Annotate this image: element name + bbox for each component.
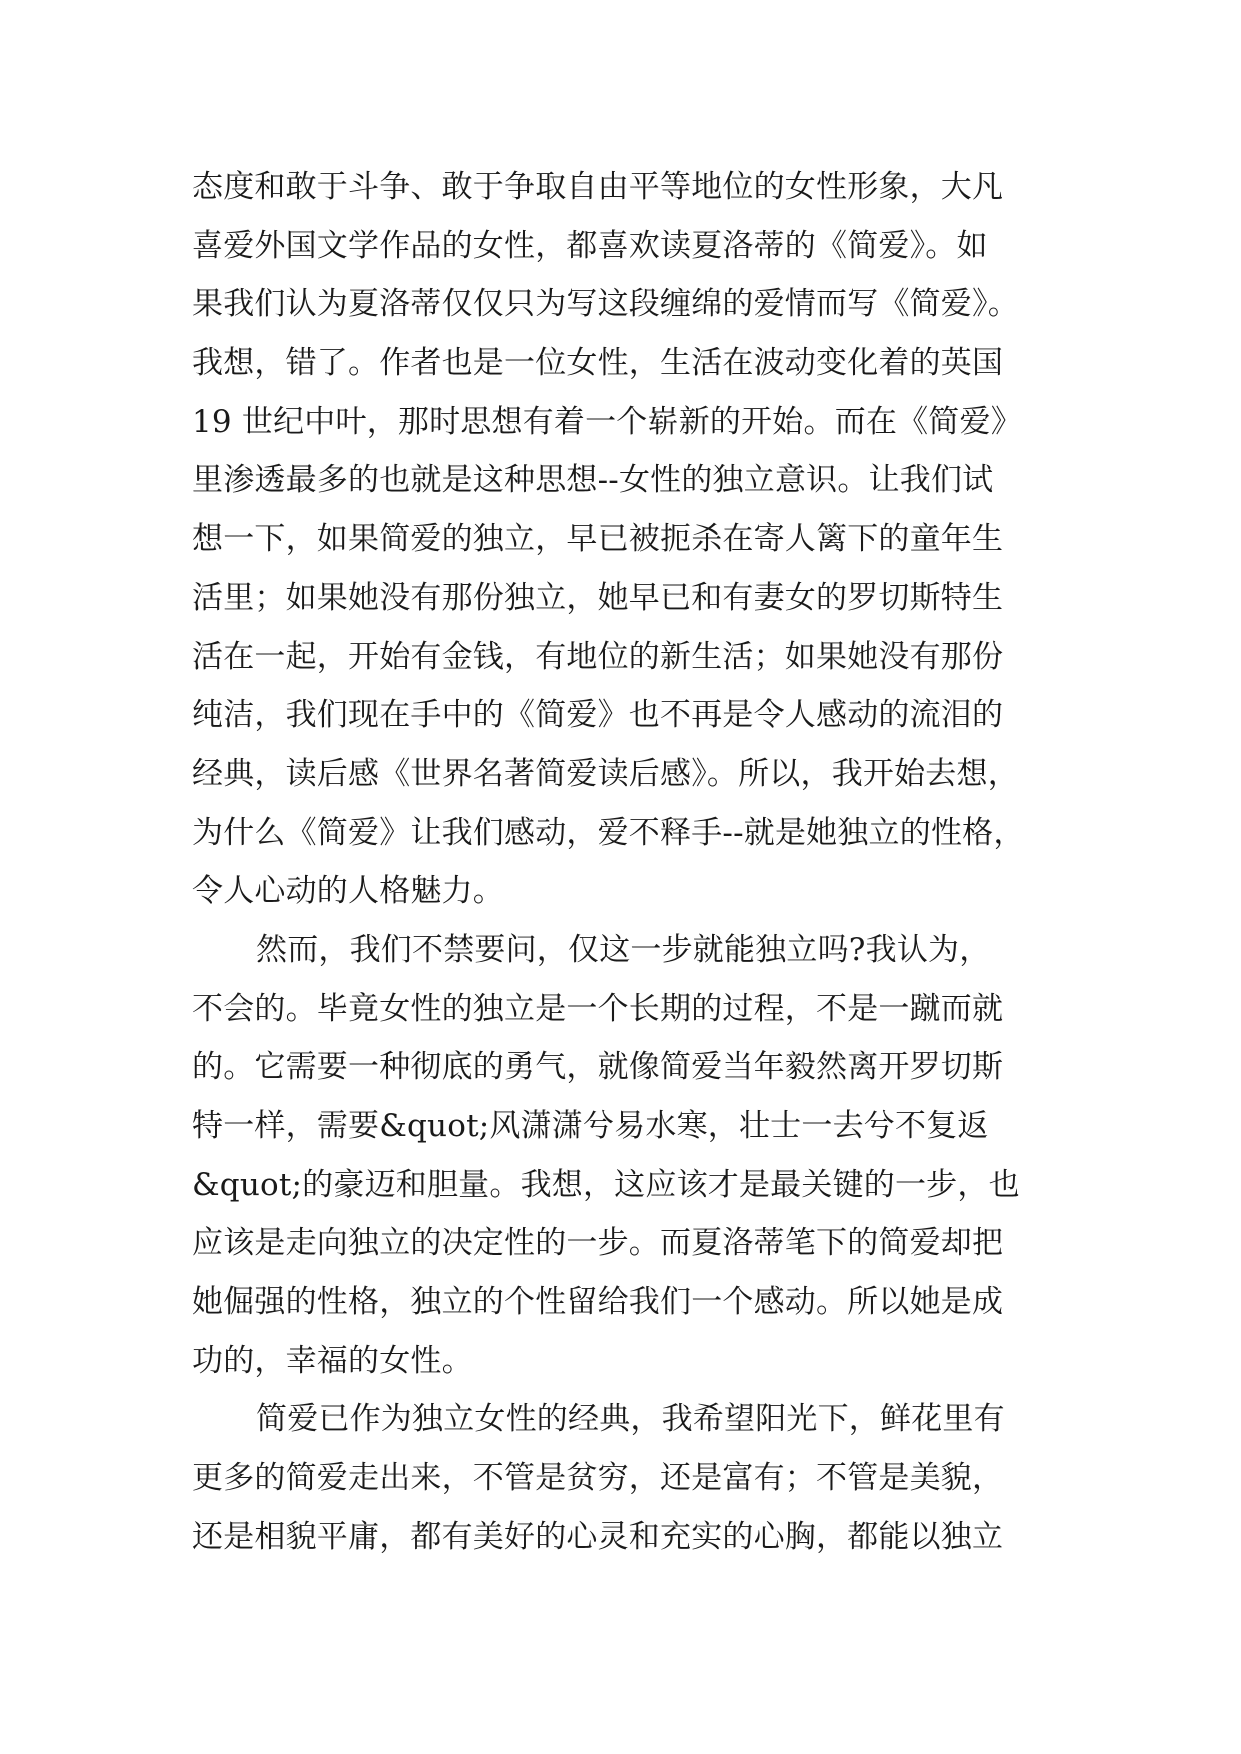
text-line: 特一样，需要&quot;风潇潇兮易水寒，壮士一去兮不复返: [192, 1108, 989, 1144]
text-line: 想一下，如果简爱的独立，早已被扼杀在寄人篱下的童年生: [192, 521, 1004, 558]
text-line: 19 世纪中叶，那时思想有着一个崭新的开始。而在《简爱》: [192, 403, 1022, 440]
text-line: 活里；如果她没有那份独立，她早已和有妻女的罗切斯特生: [192, 579, 1004, 616]
text-line: 不会的。毕竟女性的独立是一个长期的过程，不是一蹴而就: [192, 990, 1004, 1027]
body-text: [192, 158, 1072, 1567]
text-line: 应该是走向独立的决定性的一步。而夏洛蒂笔下的简爱却把: [192, 1225, 1004, 1262]
paragraph-start-line: 简爱已作为独立女性的经典，我希望阳光下，鲜花里有: [256, 1401, 1005, 1438]
text-line: 还是相貌平庸，都有美好的心灵和充实的心胸，都能以独立: [192, 1518, 1004, 1555]
text-line: 功的，幸福的女性。: [192, 1342, 473, 1379]
text-line: 喜爱外国文学作品的女性，都喜欢读夏洛蒂的《简爱》。如: [192, 227, 988, 264]
text-line: &quot;的豪迈和胆量。我想，这应该才是最关键的一步，也: [192, 1166, 1020, 1203]
text-line: 更多的简爱走出来，不管是贫穷，还是富有；不管是美貌，: [192, 1460, 1004, 1497]
text-line: 经典，读后感《世界名著简爱读后感》。所以，我开始去想，: [192, 755, 1019, 792]
text-line: 纯洁，我们现在手中的《简爱》也不再是令人感动的流泪的: [192, 697, 1004, 734]
text-line: 里渗透最多的也就是这种思想--女性的独立意识。让我们试: [192, 462, 994, 499]
text-line: 果我们认为夏洛蒂仅仅只为写这段缠绵的爱情而写《简爱》。: [192, 286, 1019, 323]
text-line: 令人心动的人格魅力。: [192, 873, 504, 910]
text-line: 的。它需要一种彻底的勇气，就像简爱当年毅然离开罗切斯: [192, 1049, 1004, 1086]
text-line: 为什么《简爱》让我们感动，爱不释手--就是她独立的性格，: [192, 814, 1025, 851]
paragraph-start-line: 然而，我们不禁要问，仅这一步就能独立吗?我认为，: [256, 931, 991, 968]
text-line: 活在一起，开始有金钱，有地位的新生活；如果她没有那份: [192, 638, 1004, 675]
text-line: 她倔强的性格，独立的个性留给我们一个感动。所以她是成: [192, 1284, 1004, 1321]
text-line: 态度和敢于斗争、敢于争取自由平等地位的女性形象，大凡: [192, 169, 1004, 205]
text-line: 我想，错了。作者也是一位女性，生活在波动变化着的英国: [192, 345, 1004, 382]
